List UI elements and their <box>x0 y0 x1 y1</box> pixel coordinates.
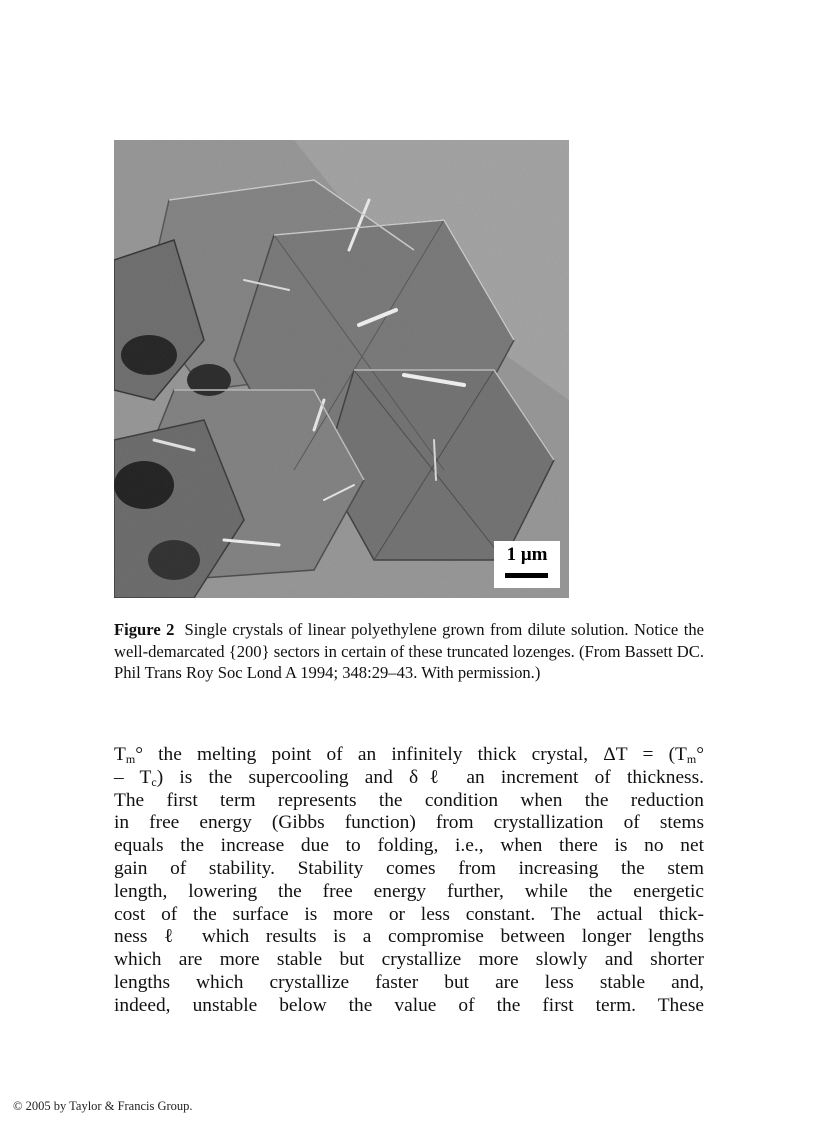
body-line: in free energy (Gibbs function) from crystallization of stems <box>114 812 704 834</box>
body-line: The first term represents the condition when the reduction <box>114 789 704 811</box>
micrograph-figure <box>114 140 569 598</box>
body-line: lengths which crystallize faster but are less stable and, <box>114 971 704 993</box>
body-line-2 <box>114 767 704 790</box>
crystal-micrograph-image <box>114 140 569 598</box>
figure-caption-label: Figure 2 <box>114 620 175 639</box>
body-line-1 <box>114 744 704 767</box>
line1-sub2: m <box>686 752 697 766</box>
line1-part2: ° the melting point of an infinitely thick crystal, ΔT = (T <box>135 744 687 765</box>
body-line: ness ℓ which results is a compromise between longer lengths <box>114 926 704 948</box>
scale-bar-line <box>505 573 548 578</box>
line1-part1: T <box>114 744 126 765</box>
body-line: gain of stability. Stability comes from increasing the stem <box>114 857 704 879</box>
line1-part3: ° <box>696 744 704 765</box>
scale-bar <box>494 541 560 588</box>
line1-sub1: m <box>125 752 136 766</box>
line2-part1: – T <box>114 766 152 788</box>
body-line: length, lowering the free energy further, while the energetic <box>114 880 704 902</box>
body-line: which are more stable but crystallize more slowly and shorter <box>114 949 704 971</box>
line2-part2: ) is the supercooling and δℓ an increment of thickness. <box>156 766 704 788</box>
scale-bar-label: 1 μm <box>506 544 548 565</box>
body-line: cost of the surface is more or less constant. The actual thick- <box>114 903 704 925</box>
body-line: indeed, unstable below the value of the first term. These <box>114 994 704 1016</box>
body-line: equals the increase due to folding, i.e., when there is no net <box>114 835 704 857</box>
copyright-footer: © 2005 by Taylor & Francis Group. <box>13 1099 193 1113</box>
figure-caption-text: Single crystals of linear polyethylene grown from dilute solution. Notice the well-demarcated {200} sectors in certain of these truncated lozenges. (From Bassett DC. Phil Trans Roy Soc Lond A 1994; 348:29–43. With permission.) <box>114 620 704 682</box>
figure-caption <box>114 619 704 684</box>
body-paragraph <box>114 744 704 1018</box>
line2-sub1: c <box>151 774 157 789</box>
